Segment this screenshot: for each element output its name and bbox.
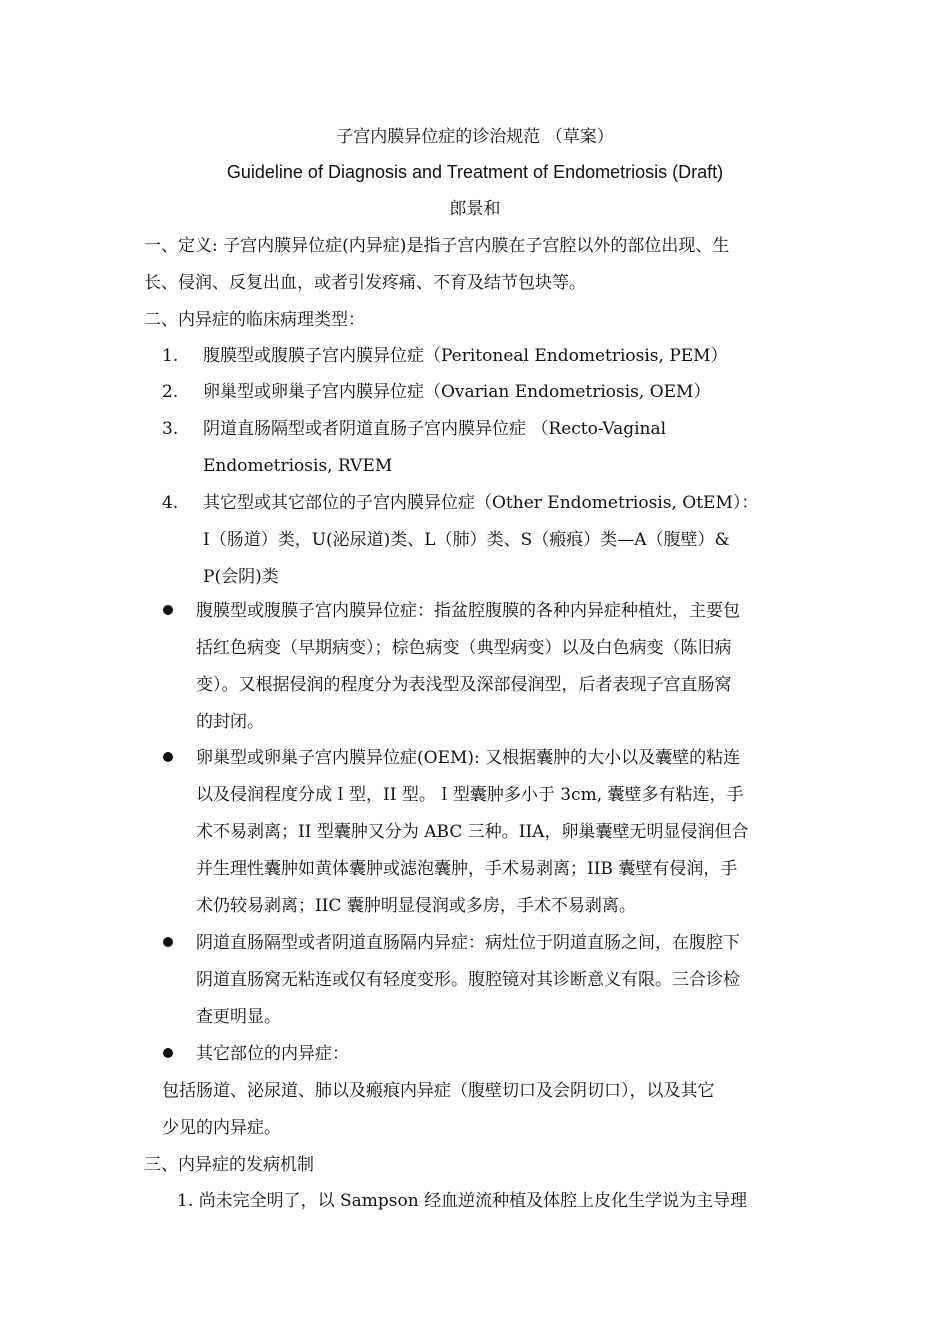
type-2-line-1: 卵巢型或卵巢子宫内膜异位症（Ovarian Endometriosis, OEM） [203, 382, 711, 402]
bullet-icon [163, 1048, 173, 1058]
type-number: 4. [162, 493, 179, 513]
bullet-icon [163, 605, 173, 615]
section1-line1: 一、定义: 子宫内膜异位症(内异症)是指子宫内膜在子宫腔以外的部位出现、生 [144, 236, 730, 256]
type-4-line-3: P(会阴)类 [203, 567, 279, 587]
type-number: 1. [162, 346, 179, 366]
bullet-icon [163, 937, 173, 947]
section3-item1: 1. 尚未完全明了，以 Sampson 经血逆流种植及体腔上皮化生学说为主导理 [177, 1191, 748, 1211]
bullet-2-line-3: 术不易剥离；II 型囊肿又分为 ABC 三种。IIA，卵巢囊壁无明显侵润但合 [196, 822, 749, 842]
section2-heading: 二、内异症的临床病理类型： [144, 310, 365, 330]
bullet-1-line-3: 变）。又根据侵润的程度分为表浅型及深部侵润型，后者表现子宫直肠窝 [196, 675, 732, 695]
bullet-2-line-2: 以及侵润程度分成Ｉ型，II 型。Ｉ型囊肿多小于 3cm, 囊壁多有粘连，手 [196, 785, 744, 805]
bullet-1-line-4: 的封闭。 [196, 712, 264, 732]
type-1-line-1: 腹膜型或腹膜子宫内膜异位症（Peritoneal Endometriosis, PEM） [203, 346, 728, 366]
type-number: 3. [162, 419, 179, 439]
type-3-line-1: 阴道直肠隔型或者阴道直肠子宫内膜异位症 （Recto-Vaginal [203, 419, 667, 439]
bullet-2-line-1: 卵巢型或卵巢子宫内膜异位症(OEM): 又根据囊肿的大小以及囊壁的粘连 [196, 748, 741, 768]
bullet-4-line-1: 其它部位的内异症： [196, 1044, 349, 1064]
other-text-line-1: 包括肠道、泌尿道、肺以及瘢痕内异症（腹壁切口及会阴切口），以及其它 [162, 1081, 715, 1101]
bullet-2-line-4: 并生理性囊肿如黄体囊肿或滤泡囊肿，手术易剥离；IIB 囊壁有侵润，手 [196, 859, 738, 879]
bullet-1-line-1: 腹膜型或腹膜子宫内膜异位症：指盆腔腹膜的各种内异症种植灶，主要包 [196, 601, 740, 621]
bullet-3-line-3: 查更明显。 [196, 1007, 281, 1027]
bullet-icon [163, 752, 173, 762]
document-title-en: Guideline of Diagnosis and Treatment of Endometriosis (Draft) [226, 162, 724, 182]
bullet-2-line-5: 术仍较易剥离；IIC 囊肿明显侵润或多房，手术不易剥离。 [196, 896, 636, 916]
section1-line2: 长、侵润、反复出血，或者引发疼痛、不育及结节包块等。 [144, 273, 586, 293]
bullet-1-line-2: 括红色病变（早期病变）；棕色病变（典型病变）以及白色病变（陈旧病 [196, 638, 732, 658]
type-4-line-1: 其它型或其它部位的子宫内膜异位症（Other Endometriosis, OtEM）： [203, 493, 759, 513]
other-text-line-2: 少见的内异症。 [162, 1118, 281, 1138]
type-4-line-2: I（肠道）类，U(泌尿道)类、L（肺）类、S（瘢痕）类—A（腹壁）& [203, 530, 730, 550]
document-author: 郎景和 [449, 199, 501, 219]
document-title-zh: 子宫内膜异位症的诊治规范 （草案） [336, 127, 614, 147]
bullet-3-line-1: 阴道直肠隔型或者阴道直肠隔内异症：病灶位于阴道直肠之间，在腹腔下 [196, 933, 740, 953]
type-number: 2. [162, 382, 179, 402]
bullet-3-line-2: 阴道直肠窝无粘连或仅有轻度变形。腹腔镜对其诊断意义有限。三合诊检 [196, 970, 740, 990]
type-3-line-2: Endometriosis, RVEM [203, 456, 393, 476]
section3-heading: 三、内异症的发病机制 [144, 1155, 314, 1175]
